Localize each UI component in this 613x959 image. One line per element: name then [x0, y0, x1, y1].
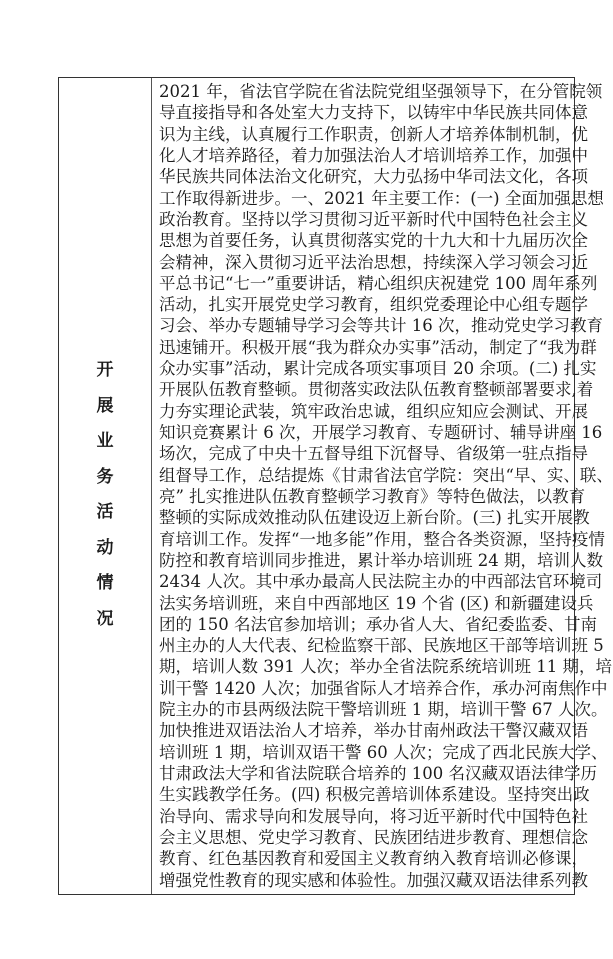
content-line: 2434 人次。其中承办最高人民法院主办的中西部法官环境司 [159, 572, 603, 592]
row-content [159, 81, 613, 891]
content-line: 众办实事”活动，累计完成各项实事项目 20 余项。(二) 扎实 [159, 359, 597, 379]
content-line: 力夯实理论武装，筑牢政治忠诚，组织应知应会测试、开展 [159, 401, 588, 421]
report-table [58, 77, 613, 895]
row-label-char: 活 [96, 502, 114, 522]
row-label-char: 动 [96, 537, 114, 558]
content-line: 防控和教育培训同步推进，累计举办培训班 24 期，培训人数 [159, 550, 603, 570]
content-line: 期，培训人数 391 人次；举办全省法院系统培训班 11 期，培 [159, 657, 612, 677]
content-line: 场次，完成了中央十五督导组下沉督导、省级第一驻点指导 [159, 444, 588, 464]
row-label-char: 况 [96, 608, 114, 629]
content-line: 育培训工作。发挥“一地多能”作用，整合各类资源，坚持疫情 [159, 529, 605, 549]
content-line: 思想为首要任务，认真贯彻落实党的十九大和十九届历次全 [159, 231, 588, 251]
content-line: 州主办的人大代表、纪检监察干部、民族地区干部等培训班 5 [159, 636, 604, 656]
content-line: 会精神，深入贯彻习近平法治思想，持续深入学习领会习近 [159, 252, 588, 272]
content-line: 治导向、需求导向和发展导向，将习近平新时代中国特色社 [159, 806, 588, 826]
content-line: 团的 150 名法官参加培训；承办省人大、省纪委监委、甘南 [159, 614, 597, 634]
content-line: 教育、红色基因教育和爱国主义教育纳入教育培训必修课， [159, 849, 588, 869]
content-line: 知识竞赛累计 6 次，开展学习教育、专题研讨、辅导讲座 16 [159, 423, 603, 442]
content-line: 训干警 1420 人次；加强省际人才培养合作，承办河南焦作中 [159, 678, 608, 698]
content-line: 组督导工作，总结提炼《甘肃省法官学院：突出“早、实、联、 [159, 465, 613, 485]
row-label-business-activities [59, 353, 151, 637]
content-line: 整顿的实际成效推动队伍建设迈上新台阶。(三) 扎实开展教 [159, 508, 590, 528]
content-line: 华民族共同体法治文化研究，大力弘扬中华司法文化，各项 [159, 167, 588, 187]
content-line: 活动，扎实开展党史学习教育，组织党委理论中心组专题学 [159, 295, 588, 315]
row-label-char: 业 [96, 431, 114, 451]
content-line: 会主义思想、党史学习教育、民族团结进步教育、理想信念 [159, 827, 588, 847]
content-line: 加快推进双语法治人才培养，举办甘南州政法干警汉藏双语 [159, 721, 588, 741]
row-label-char: 开 [96, 360, 114, 380]
content-line: 迅速铺开。积极开展“我为群众办实事”活动，制定了“我为群 [159, 337, 597, 357]
content-line: 生实践教学任务。(四) 积极完善培训体系建设。坚持突出政 [159, 785, 590, 805]
content-line: 导直接指导和各处室大力支持下，以铸牢中华民族共同体意 [159, 103, 588, 123]
column-divider [151, 78, 152, 894]
content-line: 化人才培养路径，着力加强法治人才培训培养工作，加强中 [159, 145, 588, 165]
row-label-char: 务 [96, 466, 114, 487]
content-line: 习会、举办专题辅导学习会等共计 16 次，推动党史学习教育 [159, 316, 603, 336]
content-line: 工作取得新进步。一、2021 年主要工作：(一) 全面加强思想 [159, 188, 604, 208]
content-line: 2021 年，省法官学院在省法院党组坚强领导下，在分管院领 [159, 82, 603, 101]
content-line: 增强党性教育的现实感和体验性。加强汉藏双语法律系列教 [159, 870, 588, 890]
row-label-char: 展 [96, 395, 114, 416]
content-line: 亮” 扎实推进队伍教育整顿学习教育》等特色做法，以教育 [159, 486, 586, 506]
content-line: 培训班 1 期，培训双语干警 60 人次；完成了西北民族大学、 [159, 742, 608, 762]
row-label-char: 情 [96, 573, 114, 593]
content-line: 开展队伍教育整顿。贯彻落实政法队伍教育整顿部署要求,着 [159, 380, 594, 400]
content-line: 政治教育。坚持以学习贯彻习近平新时代中国特色社会主义 [159, 209, 588, 229]
content-line: 法实务培训班，来自中西部地区 19 个省 (区) 和新疆建设兵 [159, 593, 594, 613]
content-line: 平总书记“七一”重要讲话，精心组织庆祝建党 100 周年系列 [159, 273, 598, 293]
content-line: 院主办的市县两级法院干警培训班 1 期，培训干警 67 人次。 [159, 700, 608, 720]
content-line: 甘肃政法大学和省法院联合培养的 100 名汉藏双语法律学历 [159, 764, 597, 783]
content-line: 识为主线，认真履行工作职责，创新人才培养体制机制，优 [159, 124, 588, 144]
